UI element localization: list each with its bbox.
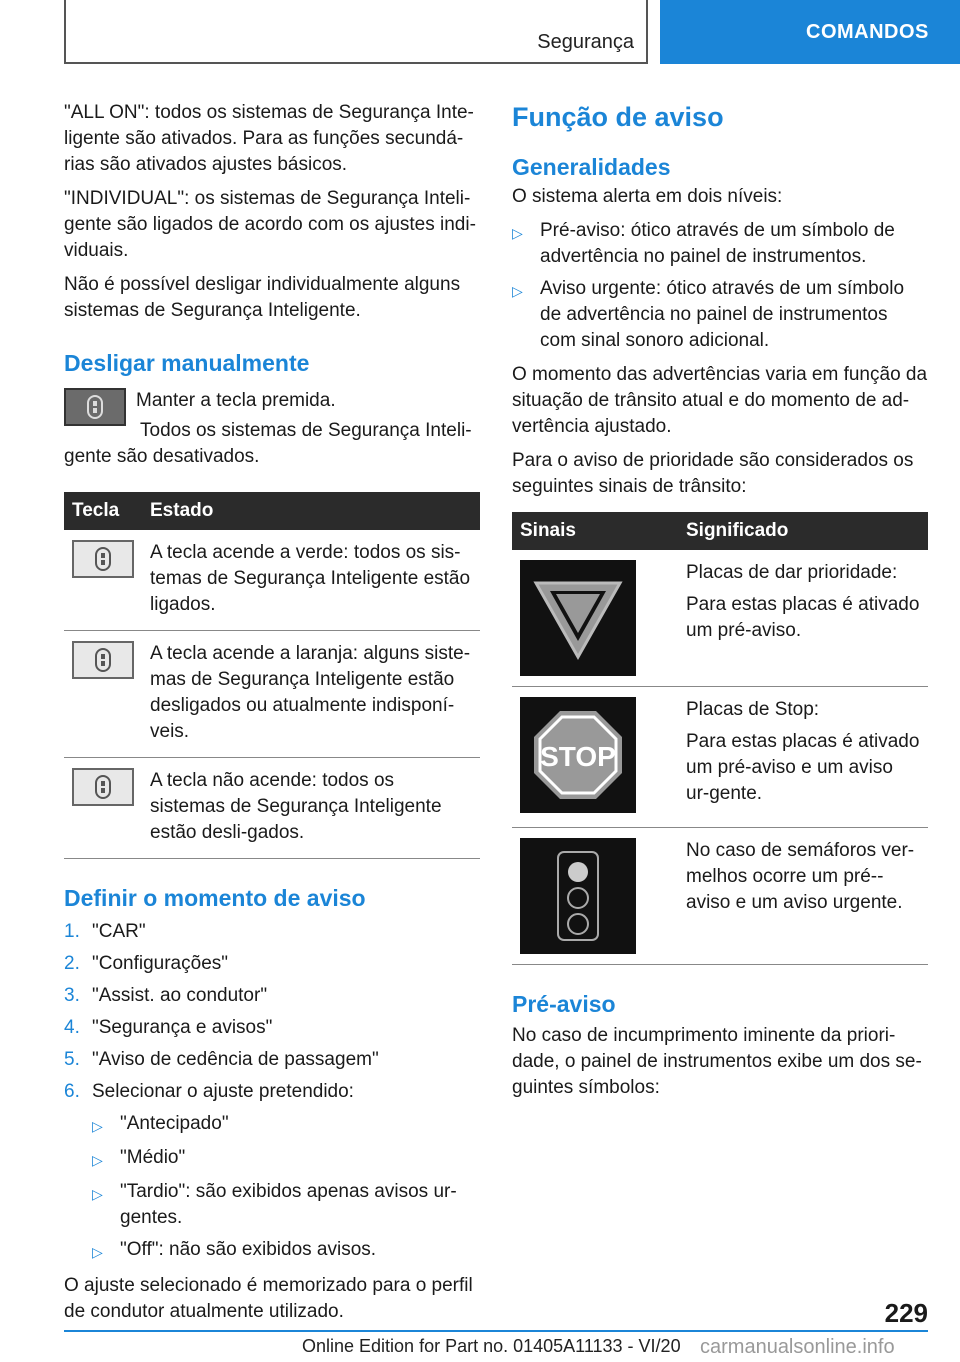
paragraph: "ALL ON": todos os sistemas de Segurança Inte-ligente são ativados. Para as funções secundá-rias são ativados ajustes básicos.: [64, 102, 474, 175]
steps-list: [64, 919, 480, 1105]
table-cell-text: Para estas placas é ativado um pré-aviso e um aviso ur-gente.: [686, 731, 920, 804]
table-row: [512, 828, 928, 965]
table-cell: A tecla acende a verde: todos os sis-temas de Segurança Inteligente estão ligados.: [142, 530, 480, 631]
heading-funcao: Função de aviso: [512, 102, 724, 132]
list-item: ▷ "Tardio": são exibidos apenas avisos ur-gentes.: [92, 1179, 480, 1231]
list-item: ▷ "Médio": [92, 1145, 480, 1173]
heading-definir: Definir o momento de aviso: [64, 885, 366, 911]
list-item: ▷ "Antecipado": [92, 1111, 480, 1139]
desligar-result: Todos os sistemas de Segurança Inteli-gente são desativados.: [64, 420, 472, 467]
list-item: ▷ "Off": não são exibidos avisos.: [92, 1237, 480, 1265]
paragraph: Não é possível desligar individualmente alguns sistemas de Segurança Inteligente.: [64, 274, 461, 321]
list-item: ▷ Pré-aviso: ótico através de um símbolo de advertência no painel de instrumentos.: [512, 218, 928, 270]
table-cell-text: Para estas placas é ativado um pré-aviso.: [686, 594, 920, 641]
triangle-bullet-icon: ▷: [92, 1152, 103, 1168]
table-row: [64, 758, 480, 859]
signs-table: [512, 512, 928, 965]
paragraph: O momento das advertências varia em função da situação de trânsito atual e do momento de ad-vertência ajustado.: [512, 364, 928, 437]
table-header: Significado: [678, 512, 928, 550]
triangle-bullet-icon: ▷: [512, 283, 523, 299]
chapter-tab: COMANDOS: [660, 0, 960, 64]
triangle-bullet-icon: ▷: [512, 225, 523, 241]
safety-key-off-icon: [72, 768, 134, 806]
list-item: 4. "Segurança e avisos": [64, 1017, 273, 1038]
table-row: [512, 550, 928, 687]
table-row: [512, 687, 928, 828]
page-number: 229: [884, 1298, 928, 1328]
paragraph: Para o aviso de prioridade são considerados os seguintes sinais de trânsito:: [512, 450, 914, 497]
header-bar: [64, 0, 648, 64]
footer-edition: Online Edition for Part no. 01405A11133 - VI/20: [302, 1336, 681, 1356]
left-column: [64, 100, 480, 1333]
list-item: 5. "Aviso de cedência de passagem": [64, 1049, 379, 1070]
table-row: [64, 530, 480, 631]
traffic-light-icon: [520, 838, 636, 954]
right-column: [512, 100, 928, 1109]
paragraph: O sistema alerta em dois níveis:: [512, 186, 783, 207]
table-header: Sinais: [512, 512, 678, 550]
table-header: Tecla: [64, 492, 142, 530]
list-item: 2. "Configurações": [64, 953, 229, 974]
paragraph: "INDIVIDUAL": os sistemas de Segurança Inteli-gente são ligados de acordo com os ajustes indi-viduais.: [64, 188, 476, 261]
stop-sign-icon: [520, 697, 636, 813]
safety-key-orange-icon: [72, 641, 134, 679]
list-item: 6. Selecionar o ajuste pretendido:: [64, 1081, 354, 1102]
heading-generalidades: Generalidades: [512, 154, 671, 180]
table-cell-title: No caso de semáforos ver-melhos ocorre um pré--aviso e um aviso urgente.: [686, 840, 915, 913]
safety-key-green-icon: [72, 540, 134, 578]
table-cell-title: Placas de Stop:: [686, 699, 820, 720]
desligar-step: Manter a tecla premida.: [136, 390, 336, 411]
watermark: carmanualsonline.info: [700, 1336, 895, 1358]
heading-desligar: Desligar manualmente: [64, 350, 310, 376]
table-cell: A tecla não acende: todos os sistemas de Segurança Inteligente estão desli-gados.: [142, 758, 480, 859]
safety-key-icon: [64, 388, 126, 426]
section-title: Segurança: [537, 31, 634, 53]
yield-sign-icon: [520, 560, 636, 676]
triangle-bullet-icon: ▷: [92, 1244, 103, 1260]
svg-text:STOP: STOP: [540, 741, 616, 772]
list-item: 1. "CAR": [64, 921, 146, 942]
table-cell: A tecla acende a laranja: alguns siste-mas de Segurança Inteligente estão desligados ou atualmente indisponí-veis.: [142, 631, 480, 758]
heading-preaviso: Pré-aviso: [512, 991, 616, 1017]
paragraph: No caso de incumprimento iminente da priori-dade, o painel de instrumentos exibe um dos se-guintes símbolos:: [512, 1025, 922, 1098]
footer-divider: [64, 1330, 928, 1332]
suboptions-list: [92, 1111, 480, 1265]
list-item: 3. "Assist. ao condutor": [64, 985, 268, 1006]
paragraph: O ajuste selecionado é memorizado para o perfil de condutor atualmente utilizado.: [64, 1275, 473, 1322]
key-state-table: [64, 492, 480, 859]
triangle-bullet-icon: ▷: [92, 1118, 103, 1134]
triangle-bullet-icon: ▷: [92, 1186, 103, 1202]
bullet-list: [512, 218, 928, 354]
table-header: Estado: [142, 492, 480, 530]
table-row: [64, 631, 480, 758]
list-item: ▷ Aviso urgente: ótico através de um símbolo de advertência no painel de instrumentos com sinal sonoro adicional.: [512, 276, 928, 354]
table-cell-title: Placas de dar prioridade:: [686, 562, 898, 583]
